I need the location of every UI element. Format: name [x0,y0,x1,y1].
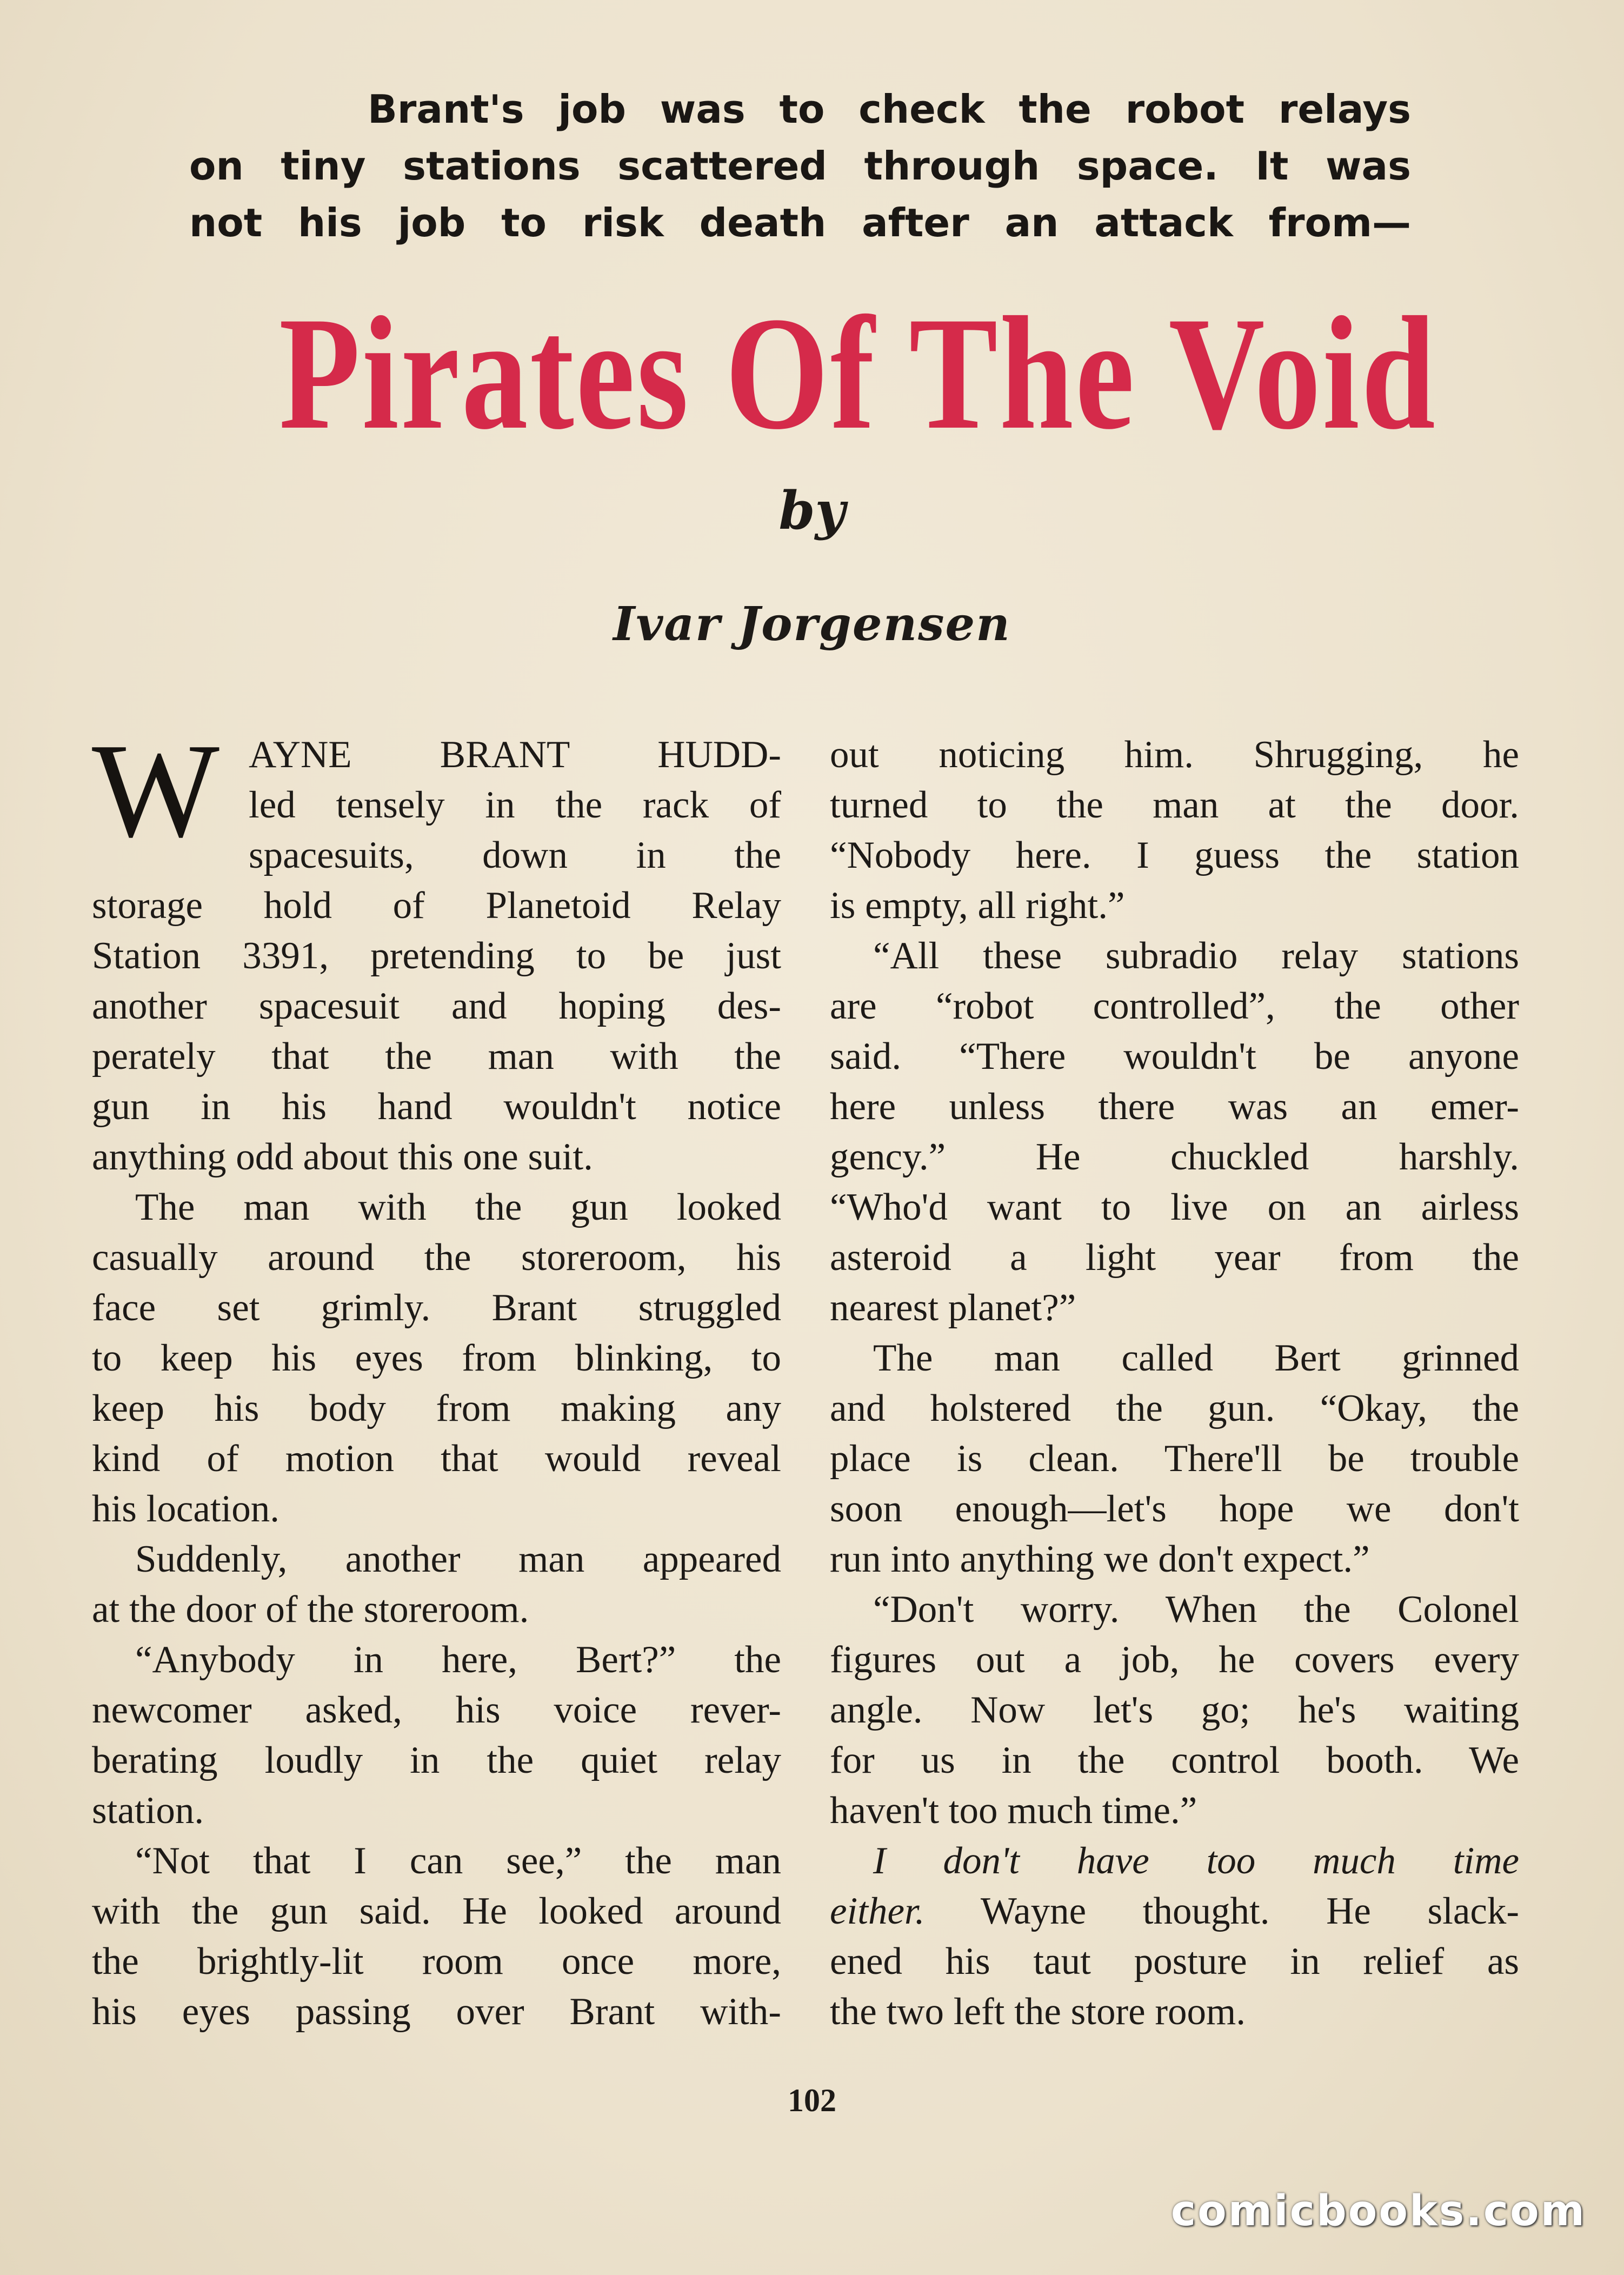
text-line: to keep his eyes from blinking, to [92,1337,781,1379]
text-line: for us in the control booth. We [830,1739,1519,1781]
site-watermark: comicbooks.com [1170,2187,1586,2236]
text-line: gency.” He chuckled harshly. [830,1136,1519,1178]
text-line: gun in his hand wouldn't notice [92,1086,781,1128]
text-line: the brightly-lit room once more, [92,1940,781,1983]
blurb-line: Brant's job was to check the robot relays [368,87,1411,132]
text-line: another spacesuit and hoping des- [92,985,781,1027]
text-line: said. “There wouldn't be anyone [830,1035,1519,1077]
text-line: soon enough—let's hope we don't [830,1488,1519,1530]
text-line: place is clean. There'll be trouble [830,1438,1519,1480]
text-line: “All these subradio relay stations [873,935,1519,977]
text-line: angle. Now let's go; he's waiting [830,1689,1519,1731]
text-line: keep his body from making any [92,1387,781,1429]
story-title: Pirates Of The Void [279,283,1437,463]
text-line: “Nobody here. I guess the station [830,834,1519,876]
text-line: spacesuits, down in the [249,834,781,876]
right-column [830,730,1519,2037]
text-line: face set grimly. Brant struggled [92,1287,781,1329]
blurb-line: not his job to risk death after an attack from— [189,200,1411,245]
author-name: Ivar Jorgensen [613,597,1011,651]
text-line: either. Wayne thought. He slack- [830,1890,1519,1932]
drop-cap: W [92,716,219,866]
text-line: nearest planet?” [830,1287,1076,1329]
text-line: is empty, all right.” [830,884,1125,927]
text-line: berating loudly in the quiet relay [92,1739,781,1781]
story-blurb [189,81,1411,251]
text-line: out noticing him. Shrugging, he [830,734,1519,776]
text-line: are “robot controlled”, the other [830,985,1519,1027]
text-line: here unless there was an emer- [830,1086,1519,1128]
page-number: 102 [788,2083,836,2118]
text-line: casually around the storeroom, his [92,1236,781,1279]
text-line: turned to the man at the door. [830,784,1519,826]
text-line: at the door of the storeroom. [92,1588,529,1631]
byline: by [778,480,846,541]
text-line: Station 3391, pretending to be just [92,935,781,977]
text-line: kind of motion that would reveal [92,1438,781,1480]
text-line: AYNE BRANT HUDD- [249,734,781,776]
text-line: storage hold of Planetoid Relay [92,884,781,927]
text-line: figures out a job, he covers every [830,1639,1519,1681]
text-line: his eyes passing over Brant with- [92,1991,781,2033]
text-line: “Not that I can see,” the man [135,1840,781,1882]
left-column [92,716,781,2037]
text-line: The man called Bert grinned [873,1337,1519,1379]
text-line: his location. [92,1488,280,1530]
text-line: ened his taut posture in relief as [830,1940,1519,1983]
blurb-line: on tiny stations scattered through space. It was [189,143,1411,189]
text-line: led tensely in the rack of [249,784,781,826]
text-line: the two left the store room. [830,1991,1246,2033]
text-line: newcomer asked, his voice rever- [92,1689,781,1731]
text-line: run into anything we don't expect.” [830,1538,1370,1580]
text-line: The man with the gun looked [135,1186,781,1228]
text-line: “Who'd want to live on an airless [830,1186,1519,1228]
text-line: “Anybody in here, Bert?” the [135,1639,781,1681]
text-line: Suddenly, another man appeared [135,1538,781,1580]
text-line: “Don't worry. When the Colonel [873,1588,1519,1631]
text-line: and holstered the gun. “Okay, the [830,1387,1519,1429]
text-line: I don't have too much time [873,1840,1519,1882]
text-line: station. [92,1790,204,1832]
text-line: perately that the man with the [92,1035,781,1077]
text-line: anything odd about this one suit. [92,1136,593,1178]
text-line: haven't too much time.” [830,1790,1197,1832]
text-line: asteroid a light year from the [830,1236,1519,1279]
text-line: with the gun said. He looked around [92,1890,781,1932]
